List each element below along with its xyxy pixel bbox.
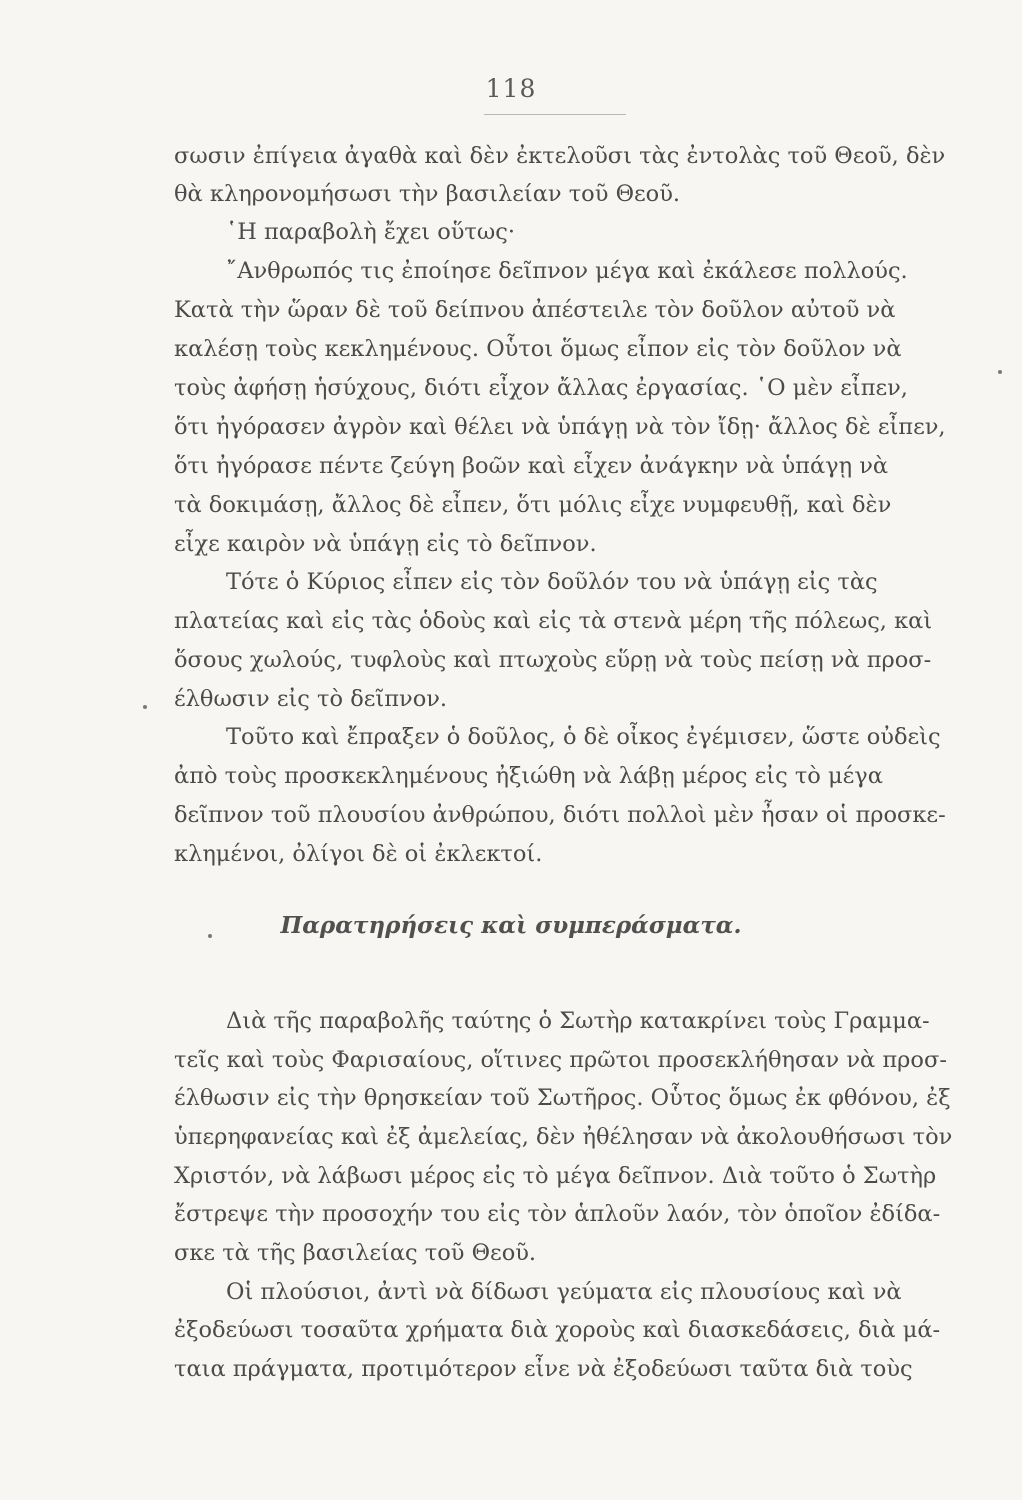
section-heading: Παρατηρήσεις καὶ συμπεράσματα. [280,912,742,939]
text-line: ἐξοδεύωσι τοσαῦτα χρήματα διὰ χοροὺς καὶ διασκεδάσεις, διὰ μά- [174,1317,941,1343]
text-line: έλθωσιν εἰς τὴν θρησκείαν τοῦ Σωτῆρος. Οὗτος ὅμως ἐκ φθόνου, ἐξ [174,1085,951,1111]
text-line: καλέσῃ τοὺς κεκλημένους. Οὗτοι ὅμως εἶπον εἰς τὸν δοῦλον νὰ [174,336,902,362]
paper-speck [143,705,147,709]
text-line: ταια πράγματα, προτιμότερον εἶνε νὰ ἐξοδεύωσι ταῦτα διὰ τοὺς [174,1356,913,1382]
text-line: τοὺς ἀφήσῃ ἡσύχους, διότι εἶχον ἄλλας ἐργασίας. ῾Ο μὲν εἶπεν, [174,375,908,401]
text-line: κλημένοι, ὀλίγοι δὲ οἱ ἐκλεκτοί. [174,841,543,867]
text-line: έλθωσιν εἰς τὸ δεῖπνον. [174,686,448,712]
text-line: Κατὰ τὴν ὥραν δὲ τοῦ δείπνου ἀπέστειλε τὸν δοῦλον αὐτοῦ νὰ [174,297,896,323]
text-line: ἀπὸ τοὺς προσκεκλημένους ἠξιώθη νὰ λάβῃ μέρος εἰς τὸ μέγα [174,763,883,789]
text-line: ἔστρεψε τὴν προσοχήν του εἰς τὸν ἁπλοῦν λαόν, τὸν ὁποῖον ἐδίδα- [174,1201,941,1227]
page-number: 118 [485,74,537,103]
text-line: Τότε ὁ Κύριος εἶπεν εἰς τὸν δοῦλόν του νὰ ὑπάγῃ εἰς τὰς [226,569,878,595]
text-line: δεῖπνον τοῦ πλουσίου ἀνθρώπου, διότι πολλοὶ μὲν ἦσαν οἱ προσκε- [174,802,946,828]
text-line: ὅτι ἠγόρασε πέντε ζεύγη βοῶν καὶ εἶχεν ἀνάγκην νὰ ὑπάγῃ νὰ [174,453,889,479]
text-line: σκε τὰ τῆς βασιλείας τοῦ Θεοῦ. [174,1240,537,1266]
paper-speck [208,934,212,938]
text-line: Τοῦτο καὶ ἔπραξεν ὁ δοῦλος, ὁ δὲ οἶκος ἐγέμισεν, ὥστε οὐδεὶς [226,724,941,750]
text-line: τεῖς καὶ τοὺς Φαρισαίους, οἵτινες πρῶτοι προσεκλήθησαν νὰ προσ- [174,1047,947,1073]
text-line: ῾Η παραβολὴ ἔχει οὕτως· [226,219,515,245]
text-line: Διὰ τῆς παραβολῆς ταύτης ὁ Σωτὴρ κατακρίνει τοὺς Γραμμα- [226,1008,930,1034]
text-line: σωσιν ἐπίγεια ἀγαθὰ καὶ δὲν ἐκτελοῦσι τὰς ἐντολὰς τοῦ Θεοῦ, δὲν [174,143,946,169]
text-line: ὅσους χωλούς, τυφλοὺς καὶ πτωχοὺς εὕρῃ νὰ τοὺς πείσῃ νὰ προσ- [174,647,932,673]
text-line: Οἱ πλούσιοι, ἀντὶ νὰ δίδωσι γεύματα εἰς πλουσίους καὶ νὰ [226,1279,902,1305]
text-line: Χριστόν, νὰ λάβωσι μέρος εἰς τὸ μέγα δεῖπνον. Διὰ τοῦτο ὁ Σωτὴρ [174,1163,937,1189]
text-line: εἶχε καιρὸν νὰ ὑπάγῃ εἰς τὸ δεῖπνον. [174,531,597,557]
text-line: τὰ δοκιμάσῃ, ἄλλος δὲ εἶπεν, ὅτι μόλις εἶχε νυμφευθῇ, καὶ δὲν [174,492,892,518]
text-line: ῎Ανθρωπός τις ἐποίησε δεῖπνον μέγα καὶ ἐκάλεσε πολλούς. [226,258,908,284]
paper-speck [998,370,1002,374]
text-line: ὅτι ἠγόρασεν ἀγρὸν καὶ θέλει νὰ ὑπάγῃ νὰ τὸν ἴδῃ· ἄλλος δὲ εἶπεν, [174,414,946,440]
text-line: ὑπερηφανείας καὶ ἐξ ἀμελείας, δὲν ἠθέλησαν νὰ ἀκολουθήσωσι τὸν [174,1124,953,1150]
text-line: πλατείας καὶ εἰς τὰς ὁδοὺς καὶ εἰς τὰ στενὰ μέρη τῆς πόλεως, καὶ [174,608,933,634]
page-number-rule [484,114,626,115]
text-line: θὰ κληρονομήσωσι τὴν βασιλείαν τοῦ Θεοῦ. [174,181,681,207]
